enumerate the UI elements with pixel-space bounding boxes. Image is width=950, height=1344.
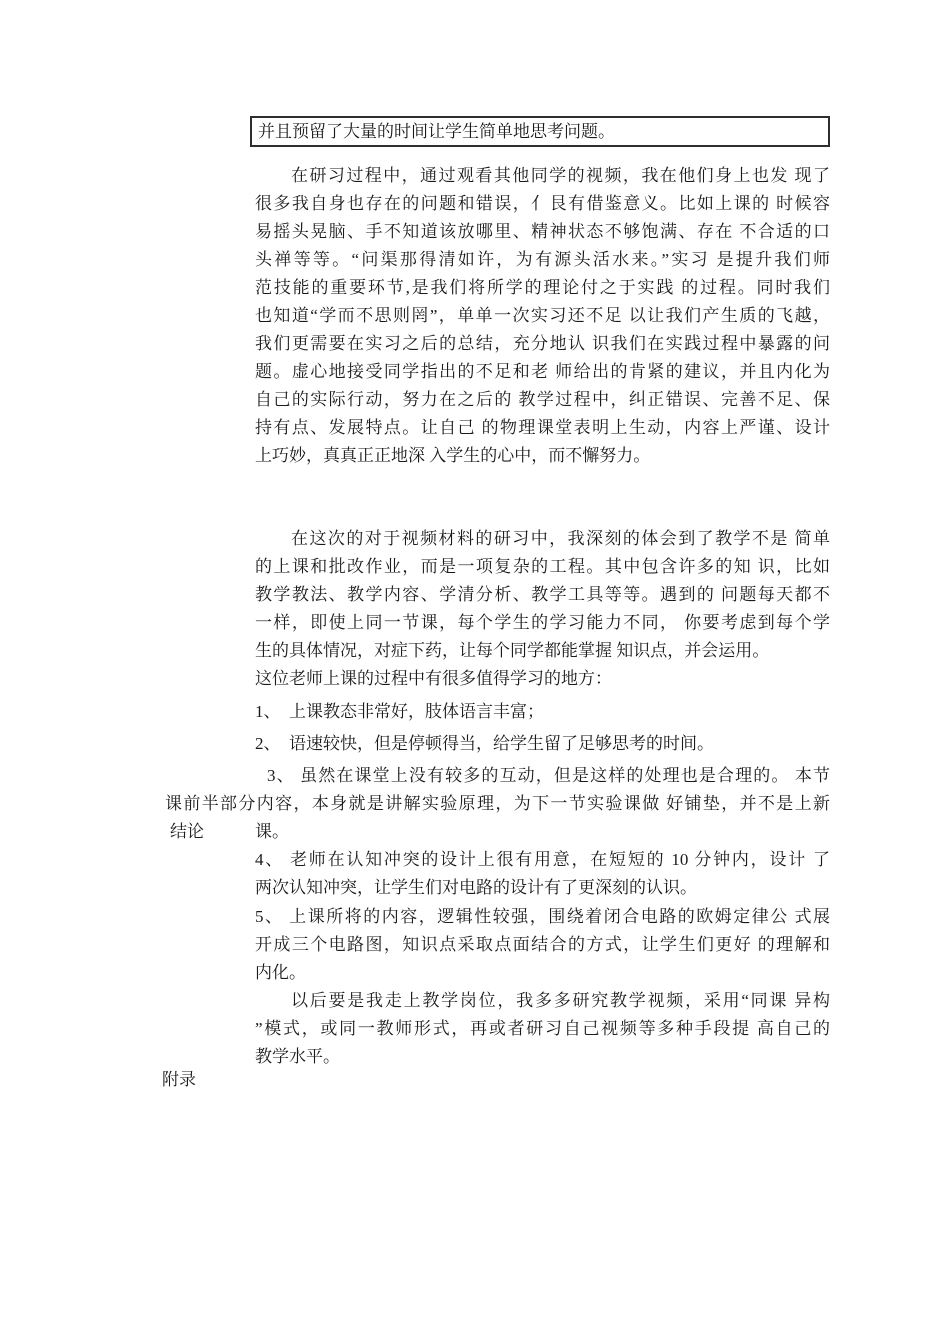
numbered-point-3-line: 课。	[255, 822, 289, 841]
conclusion-label: 结论	[170, 822, 204, 841]
reflection1-line: 很多我自身也存在的问题和错误，亻艮有借鉴意义。比如上课的 时候容	[255, 194, 830, 213]
numbered-point-4-line: 4、 老师在认知冲突的设计上很有用意，在短短的 10 分钟内，设计 了	[255, 850, 830, 869]
appendix-label: 附录	[162, 1070, 196, 1089]
numbered-point-5-line: 开成三个电路图，知识点采取点面结合的方式，让学生们更好 的理解和	[255, 935, 830, 954]
reflection1-line: 头禅等等。“问渠那得清如许，为有源头活水来。”实习 是提升我们师	[255, 250, 830, 269]
reflection2-line: 的上课和批改作业，而是一项复杂的工程。其中包含许多的知 识，比如	[255, 557, 830, 576]
numbered-point-5-line: 内化。	[255, 963, 306, 982]
closing-line: ”模式，或同一教师形式，再或者研习自己视频等多种手段提 高自己的	[255, 1019, 830, 1038]
numbered-point-1: 1、 上课教态非常好，肢体语言丰富；	[255, 702, 544, 721]
closing-line: 以后要是我走上教学岗位，我多多研究教学视频，采用“同课 异构	[291, 991, 830, 1010]
reflection1-line: 在研习过程中，通过观看其他同学的视频，我在他们身上也发 现了	[291, 166, 830, 185]
reflection1-line: 持有点、发展特点。让自己 的物理课堂表明上生动，内容上严谨、设计	[255, 418, 830, 437]
reflection2-line: 一样，即使上同一节课，每个学生的学习能力不同， 你要考虑到每个学	[255, 613, 830, 632]
reflection1-line: 题。虚心地接受同学指出的不足和老 师给出的肯紧的建议，并且内化为	[255, 362, 830, 381]
closing-line: 教学水平。	[255, 1047, 340, 1066]
numbered-point-5-line: 5、 上课所将的内容，逻辑性较强，围绕着闭合电路的欧姆定律公 式展	[255, 907, 830, 926]
boxed-sentence: 并且预留了大量的时间让学生简单地思考问题。	[250, 116, 830, 147]
numbered-point-3-line: 3、 虽然在课堂上没有较多的互动，但是这样的处理也是合理的。 本节	[267, 766, 830, 785]
reflection1-line: 我们更需要在实习之后的总结，充分地认 识我们在实践过程中暴露的问	[255, 334, 830, 353]
numbered-point-2: 2、 语速较快，但是停顿得当，给学生留了足够思考的时间。	[255, 734, 714, 753]
numbered-point-3-line: 课前半部分内容，本身就是讲解实验原理，为下一节实验课做 好铺垫，并不是上新	[165, 794, 830, 813]
reflection1-line: 自己的实际行动，努力在之后的 教学过程中，纠正错误、完善不足、保	[255, 390, 830, 409]
reflection1-line: 易摇头晃脑、手不知道该放哪里、精神状态不够饱满、存在 不合适的口	[255, 222, 830, 241]
reflection2-line: 生的具体情况，对症下药，让每个同学都能掌握 知识点，并会运用。	[255, 641, 770, 660]
reflection1-line: 也知道“学而不思则罔”，单单一次实习还不足 以让我们产生质的飞越，	[255, 306, 830, 325]
reflection2-line: 在这次的对于视频材料的研习中，我深刻的体会到了教学不是 简单	[291, 529, 830, 548]
reflection2-line: 教学教法、教学内容、学清分析、教学工具等等。遇到的 问题每天都不	[255, 585, 830, 604]
numbered-point-4-line: 两次认知冲突，让学生们对电路的设计有了更深刻的认识。	[255, 878, 697, 897]
reflection2-line: 这位老师上课的过程中有很多值得学习的地方：	[255, 669, 612, 688]
reflection1-line: 上巧妙，真真正正地深 入学生的心中，而不懈努力。	[255, 446, 651, 465]
reflection1-line: 范技能的重要环节,是我们将所学的理论付之于实践 的过程。同时我们	[255, 278, 830, 297]
